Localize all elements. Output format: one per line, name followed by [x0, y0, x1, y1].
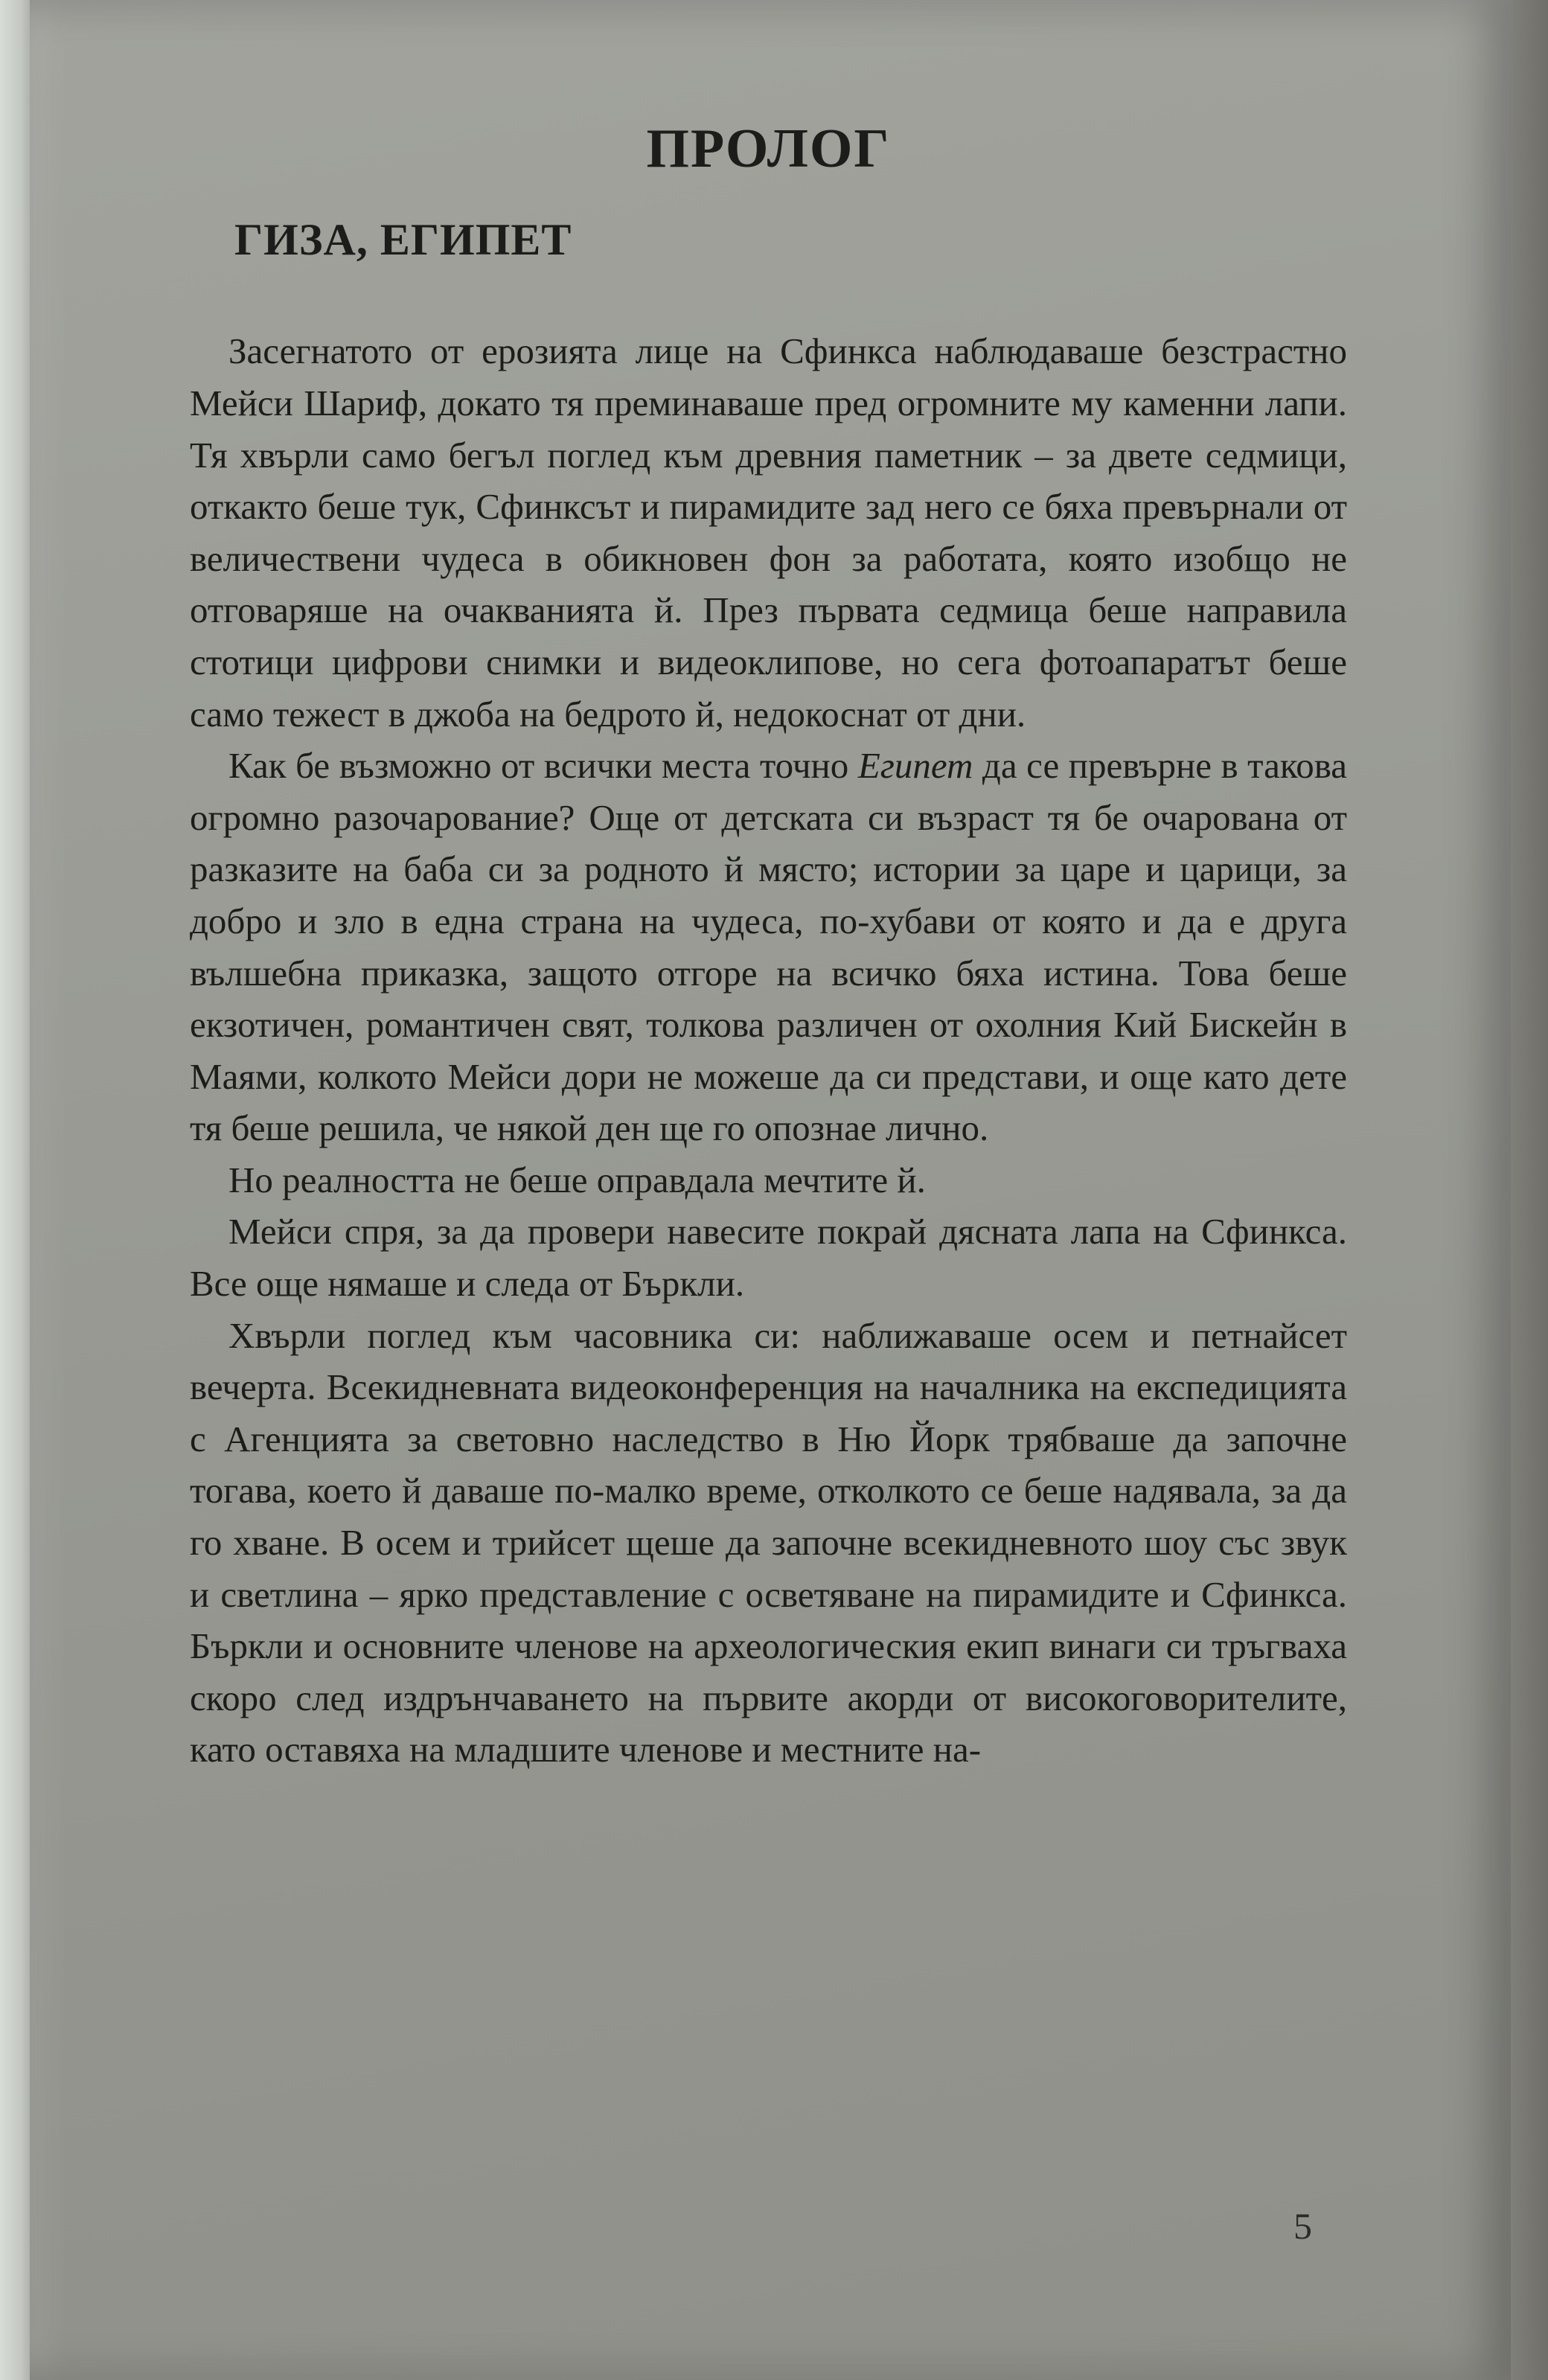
paragraph-3: Но реалността не беше оправдала мечтите й.	[228, 1159, 926, 1200]
chapter-title: ПРОЛОГ	[646, 118, 891, 179]
paragraph-2-start: Как бе възможно от всички места точно	[228, 745, 858, 787]
page-text	[190, 119, 1347, 1776]
paragraph-2-emphasis: Египет	[857, 745, 973, 787]
page-number: 5	[1293, 2205, 1312, 2247]
paragraph-1: Засегнатото от ерозията лице на Сфинкса наблюдаваше безстрастно Мейси Шариф, докато тя преминаваше пред огромните му каменни лапи. Тя хвърли само бегъл поглед към древния паметник – за двете седмици, откакто беше тук, Сфинксът и пирамидите зад него се бяха превърнали от величествени чудеса в обикновен фон за работата, която изобщо не отговаряше на очакванията й. През първата седмица беше направила стотици цифрови снимки и видеоклипове, но сега фотоапаратът беше само тежест в джоба на бедрото й, недокоснат от дни.	[190, 330, 1347, 735]
paragraph-2-end: да се превърне в такова огромно разочарование? Още от детската си възраст тя бе очарована от разказите на баба си за родното й място; истории за царе и царици, за добро и зло в една страна на чудеса, по-хубави от която и да е друга вълшебна приказка, защото отгоре на всичко бяха истина. Това беше екзотичен, романтичен свят, толкова различен от охолния Кий Бискейн в Маями, колкото Мейси дори не можеше да си представи, и още като дете тя беше решила, че някой ден ще го опознае лично.	[190, 745, 1347, 1149]
location-heading: ГИЗА, ЕГИПЕТ	[234, 215, 572, 265]
paragraph-2	[190, 740, 1347, 1154]
page-shadow-edge	[1511, 0, 1548, 2380]
paragraph-4: Мейси спря, за да провери навесите покрай дясната лапа на Сфинкса. Все още нямаше и следа от Бъркли.	[190, 1211, 1347, 1305]
paragraph-5: Хвърли поглед към часовника си: наближаваше осем и петнайсет вечерта. Всекидневната видеоконференция на началника на експедицията с Агенцията за световно наследство в Ню Йорк трябваше да започне тогава, което й даваше по-малко време, отколкото се беше надявала, за да го хване. В осем и трийсет щеше да започне всекидневното шоу със звук и светлина – ярко представление с осветяване на пирамидите и Сфинкса. Бъркли и основните членове на археологическия екип винаги си тръгваха скоро след издрънчаването на първите акорди от високоговорителите, като оставяха на младшите членове и местните на-	[190, 1314, 1347, 1770]
